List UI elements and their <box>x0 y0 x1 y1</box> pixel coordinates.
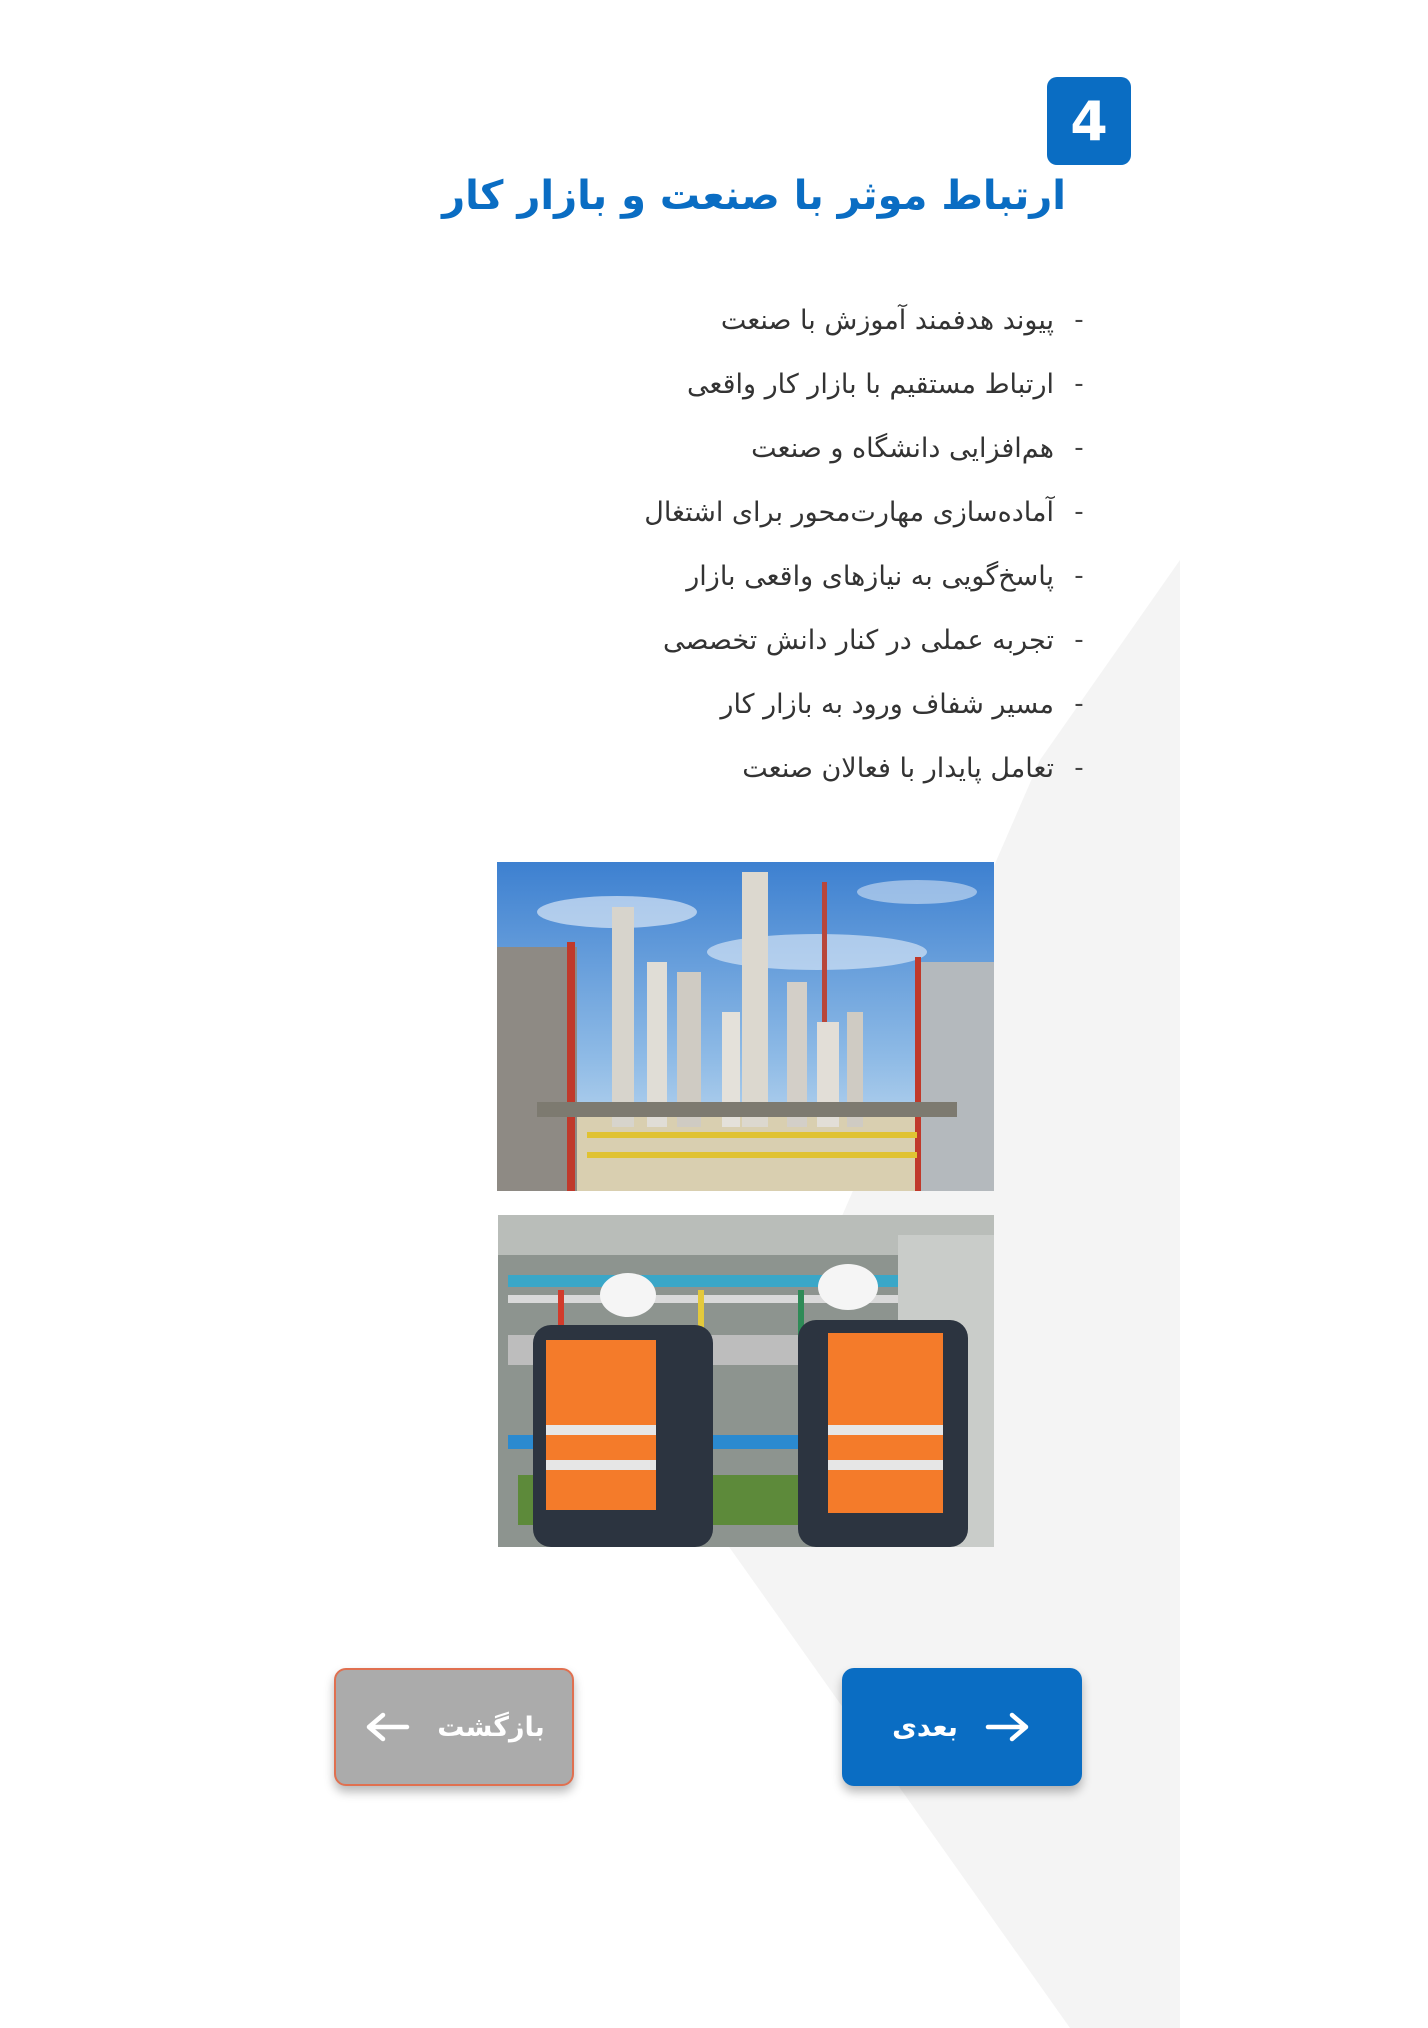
feature-text: ارتباط مستقیم با بازار کار واقعی <box>687 368 1054 400</box>
list-item <box>338 352 1098 416</box>
dash-marker: - <box>1074 433 1084 463</box>
next-button-label: بعدی <box>892 1711 958 1743</box>
list-item <box>338 416 1098 480</box>
feature-text: تعامل پایدار با فعالان صنعت <box>742 752 1054 784</box>
list-item <box>338 288 1098 352</box>
list-item <box>338 544 1098 608</box>
feature-text: هم‌افزایی دانشگاه و صنعت <box>751 432 1054 464</box>
list-item <box>338 672 1098 736</box>
feature-text: تجربه عملی در کنار دانش تخصصی <box>663 624 1054 656</box>
step-number-badge: 4 <box>1047 77 1131 165</box>
next-button[interactable] <box>842 1668 1082 1786</box>
list-item <box>338 608 1098 672</box>
refinery-photo <box>497 862 994 1191</box>
back-button[interactable] <box>334 1668 574 1786</box>
dash-marker: - <box>1074 753 1084 783</box>
dash-marker: - <box>1074 369 1084 399</box>
list-item <box>338 736 1098 800</box>
dash-marker: - <box>1074 689 1084 719</box>
feature-text: آماده‌سازی مهارت‌محور برای اشتغال <box>644 496 1054 528</box>
dash-marker: - <box>1074 497 1084 527</box>
back-button-label: بازگشت <box>437 1711 545 1743</box>
feature-list <box>338 288 1098 800</box>
dash-marker: - <box>1074 561 1084 591</box>
page-title: ارتباط موثر با صنعت و بازار کار <box>442 173 1066 219</box>
feature-text: مسیر شفاف ورود به بازار کار <box>720 688 1054 720</box>
feature-text: پیوند هدفمند آموزش با صنعت <box>720 304 1054 336</box>
list-item <box>338 480 1098 544</box>
feature-text: پاسخ‌گویی به نیازهای واقعی بازار <box>686 560 1054 592</box>
arrow-left-icon <box>363 1711 411 1743</box>
workers-photo <box>498 1215 994 1547</box>
dash-marker: - <box>1074 305 1084 335</box>
arrow-right-icon <box>984 1711 1032 1743</box>
dash-marker: - <box>1074 625 1084 655</box>
